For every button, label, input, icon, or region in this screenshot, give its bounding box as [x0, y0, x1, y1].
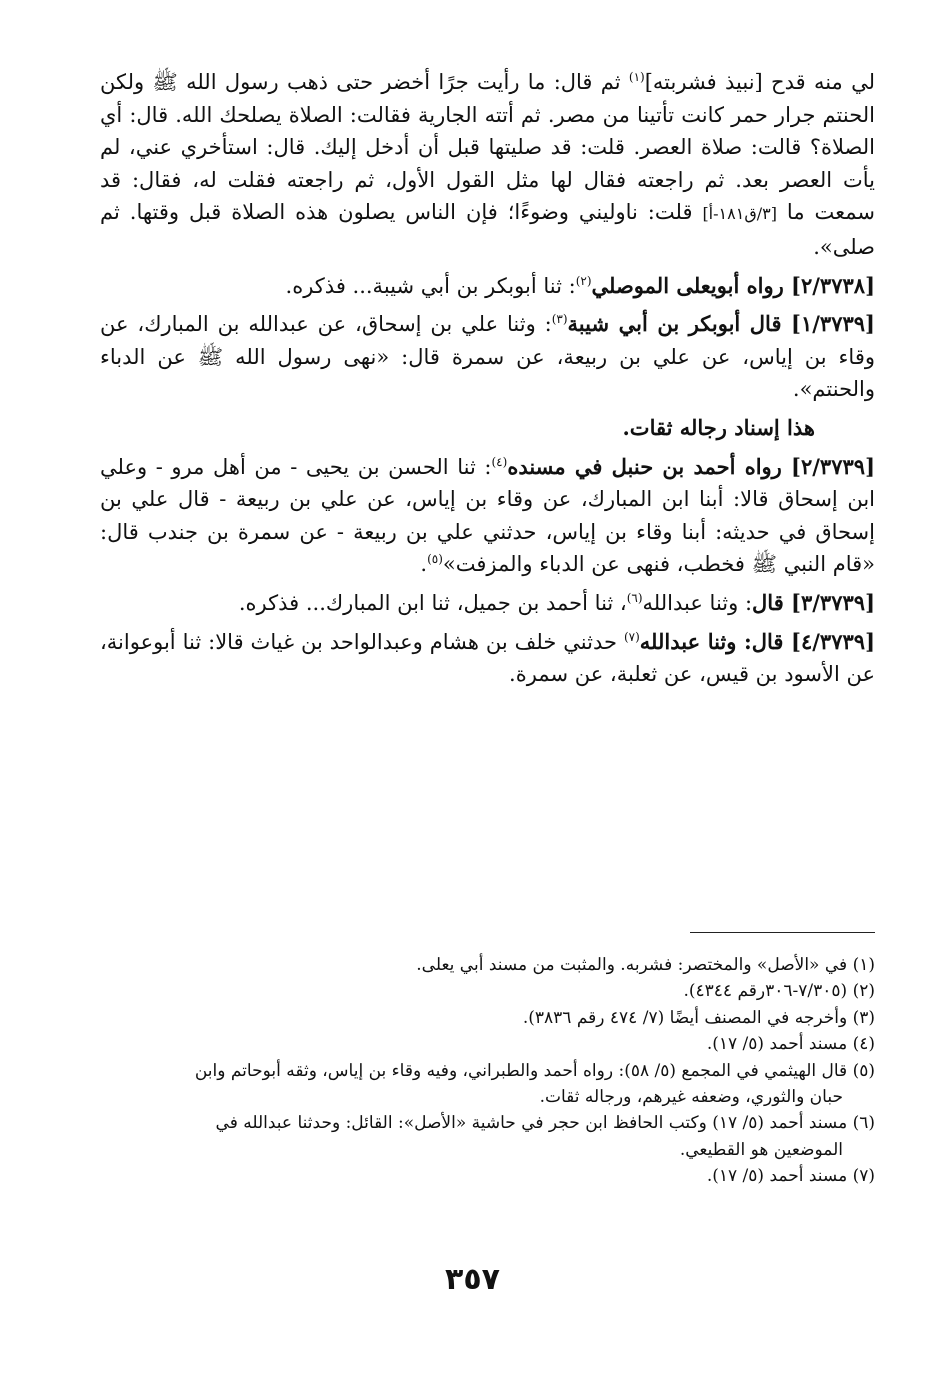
text-run: : ثنا الحسن بن يحيى - من أهل مرو - وعلي ابن إسحاق قالا: أبنا ابن المبارك، عن وقاء بن إياس، عن علي بن ربيعة - قال علي بن إسحاق في حديثه: أبنا وقاء بن إياس، حدثني علي بن ربيعة - عن سمرة بن جندب قال: «قام النبي ﷺ فخطب، فنهى عن الدباء والمزفت»: [100, 454, 875, 577]
footnote-text: في «الأصل» والمختصر: فشربه. والمثبت من مسند أبي يعلى.: [416, 955, 848, 975]
hadith-number: [٢/٣٧٣٩]: [791, 453, 875, 479]
footnote-7: [100, 1163, 875, 1189]
footnote-number: (١): [852, 955, 875, 975]
footnote-continuation: حبان والثوري، وضعفه غيرهم، ورجاله ثقات.: [539, 1087, 843, 1108]
footnote-number: (٣): [852, 1007, 875, 1028]
hadith-source: رواه أحمد بن حنبل في مسنده: [507, 453, 792, 479]
footnote-4: [100, 1031, 875, 1057]
footnotes: [100, 952, 875, 1190]
text-run: : وثنا علي بن إسحاق، عن عبدالله بن المبارك، عن وقاء بن إياس، عن علي بن ربيعة، عن سمرة قال: «نهى رسول الله ﷺ عن الدباء والحنتم».: [100, 312, 875, 402]
hadith-source: قال: [752, 589, 792, 615]
footnote-text: قال الهيثمي في المجمع (٥/ ٥٨): رواه أحمد والطبراني، وفيه وقاء بن إياس، وثقه أبوحاتم وابن: [194, 1060, 848, 1081]
paragraph-4: هذا إسناد رجاله ثقات.: [622, 414, 815, 440]
paragraph-3: [100, 308, 875, 406]
hadith-number: [١/٣٧٣٩]: [791, 311, 875, 337]
footnote-ref-4[interactable]: (٤): [491, 454, 508, 469]
hadith-source: رواه أبويعلى الموصلي: [591, 272, 792, 298]
footnote-ref-2[interactable]: (٢): [575, 273, 592, 288]
footnote-3: [100, 1005, 875, 1031]
footnote-2: [100, 978, 875, 1004]
footnote-number: (٥): [852, 1060, 875, 1081]
hadith-number: [٤/٣٧٣٩]: [791, 628, 875, 654]
footnote-number: (٢): [852, 981, 875, 1002]
text-run: : ثنا أبوبكر بن أبي شيبة... فذكره.: [285, 273, 576, 298]
text-run: .: [420, 552, 428, 577]
text-run: : وثنا عبدالله: [642, 590, 753, 615]
manuscript-ref: [٣/ق١٨١-أ]: [702, 204, 777, 224]
paragraph-6: [100, 587, 875, 620]
footnote-number: (٦): [852, 1113, 875, 1134]
footnote-ref-1[interactable]: (١): [628, 70, 645, 84]
footnote-divider: [690, 932, 875, 933]
footnote-continuation: الموضعين هو القطيعي.: [679, 1139, 843, 1160]
main-text: [100, 66, 875, 691]
hadith-source: قال: وثنا عبدالله: [639, 628, 792, 654]
footnote-5: [100, 1058, 875, 1111]
text-run: ، ثنا أحمد بن جميل، ثنا ابن المبارك... فذكره.: [238, 590, 627, 615]
footnote-ref-5[interactable]: (٥): [427, 552, 443, 567]
paragraph-1: [100, 66, 875, 264]
footnote-text: وأخرجه في المصنف أيضًا (٧/ ٤٧٤ رقم ٣٨٣٦).: [522, 1007, 848, 1028]
footnote-text: مسند أحمد (٥/ ١٧).: [706, 1034, 848, 1055]
paragraph-7: [100, 626, 875, 691]
footnote-6: [100, 1110, 875, 1163]
paragraph-2: [100, 270, 875, 303]
footnote-ref-3[interactable]: (٣): [551, 312, 568, 327]
hadith-source: قال أبوبكر بن أبي شيبة: [567, 311, 792, 337]
page-number: ٣٥٧: [445, 1262, 500, 1297]
text-run: ثم قال: ما رأيت جرًا أخضر حتى ذهب رسول الله ﷺ ولكن الحنتم جرار حمر كانت تأتينا من مصر. ثم أتته الجارية فقالت: الصلاة يصلحك الله. قال: أي الصلاة؟ قالت: صلاة العصر. قلت: قد صليتها قبل أن أدخل إليك. قال: استأخري عني، لم يأت العصر بعد. ثم راجعته فقال لها مثل القول الأول، ثم راجعته فقلت له، فقال: قد سمعت ما: [100, 70, 876, 225]
footnote-text: مسند أحمد (٥/ ١٧) وكتب الحافظ ابن حجر في حاشية «الأصل»: القائل: وحدثنا عبدالله في: [215, 1113, 848, 1134]
footnote-1: [100, 952, 875, 978]
footnote-number: (٤): [852, 1034, 875, 1055]
text-run: قلت: ناوليني وضوءًا؛ فإن الناس يصلون هذه الصلاة قبل وقتها. ثم صلى».: [100, 200, 875, 259]
hadith-number: [٢/٣٧٣٨]: [791, 272, 875, 298]
footnote-text: مسند أحمد (٥/ ١٧).: [706, 1166, 848, 1187]
text-run: حدثني خلف بن هشام وعبدالواحد بن غياث قالا: ثنا أبوعوانة، عن الأسود بن قيس، عن ثعلبة، عن سمرة.: [100, 629, 875, 687]
hadith-number: [٣/٣٧٣٩]: [791, 589, 875, 615]
paragraph-5: [100, 451, 875, 581]
footnote-text: (٧/٣٠٥-٣٠٦رقم ٤٣٤٤).: [683, 981, 848, 1002]
text-run: لي منه قدح [نبيذ فشربته]: [644, 70, 875, 94]
footnote-number: (٧): [852, 1166, 875, 1187]
footnote-ref-6[interactable]: (٦): [626, 590, 643, 605]
footnote-ref-7[interactable]: (٧): [623, 629, 640, 644]
